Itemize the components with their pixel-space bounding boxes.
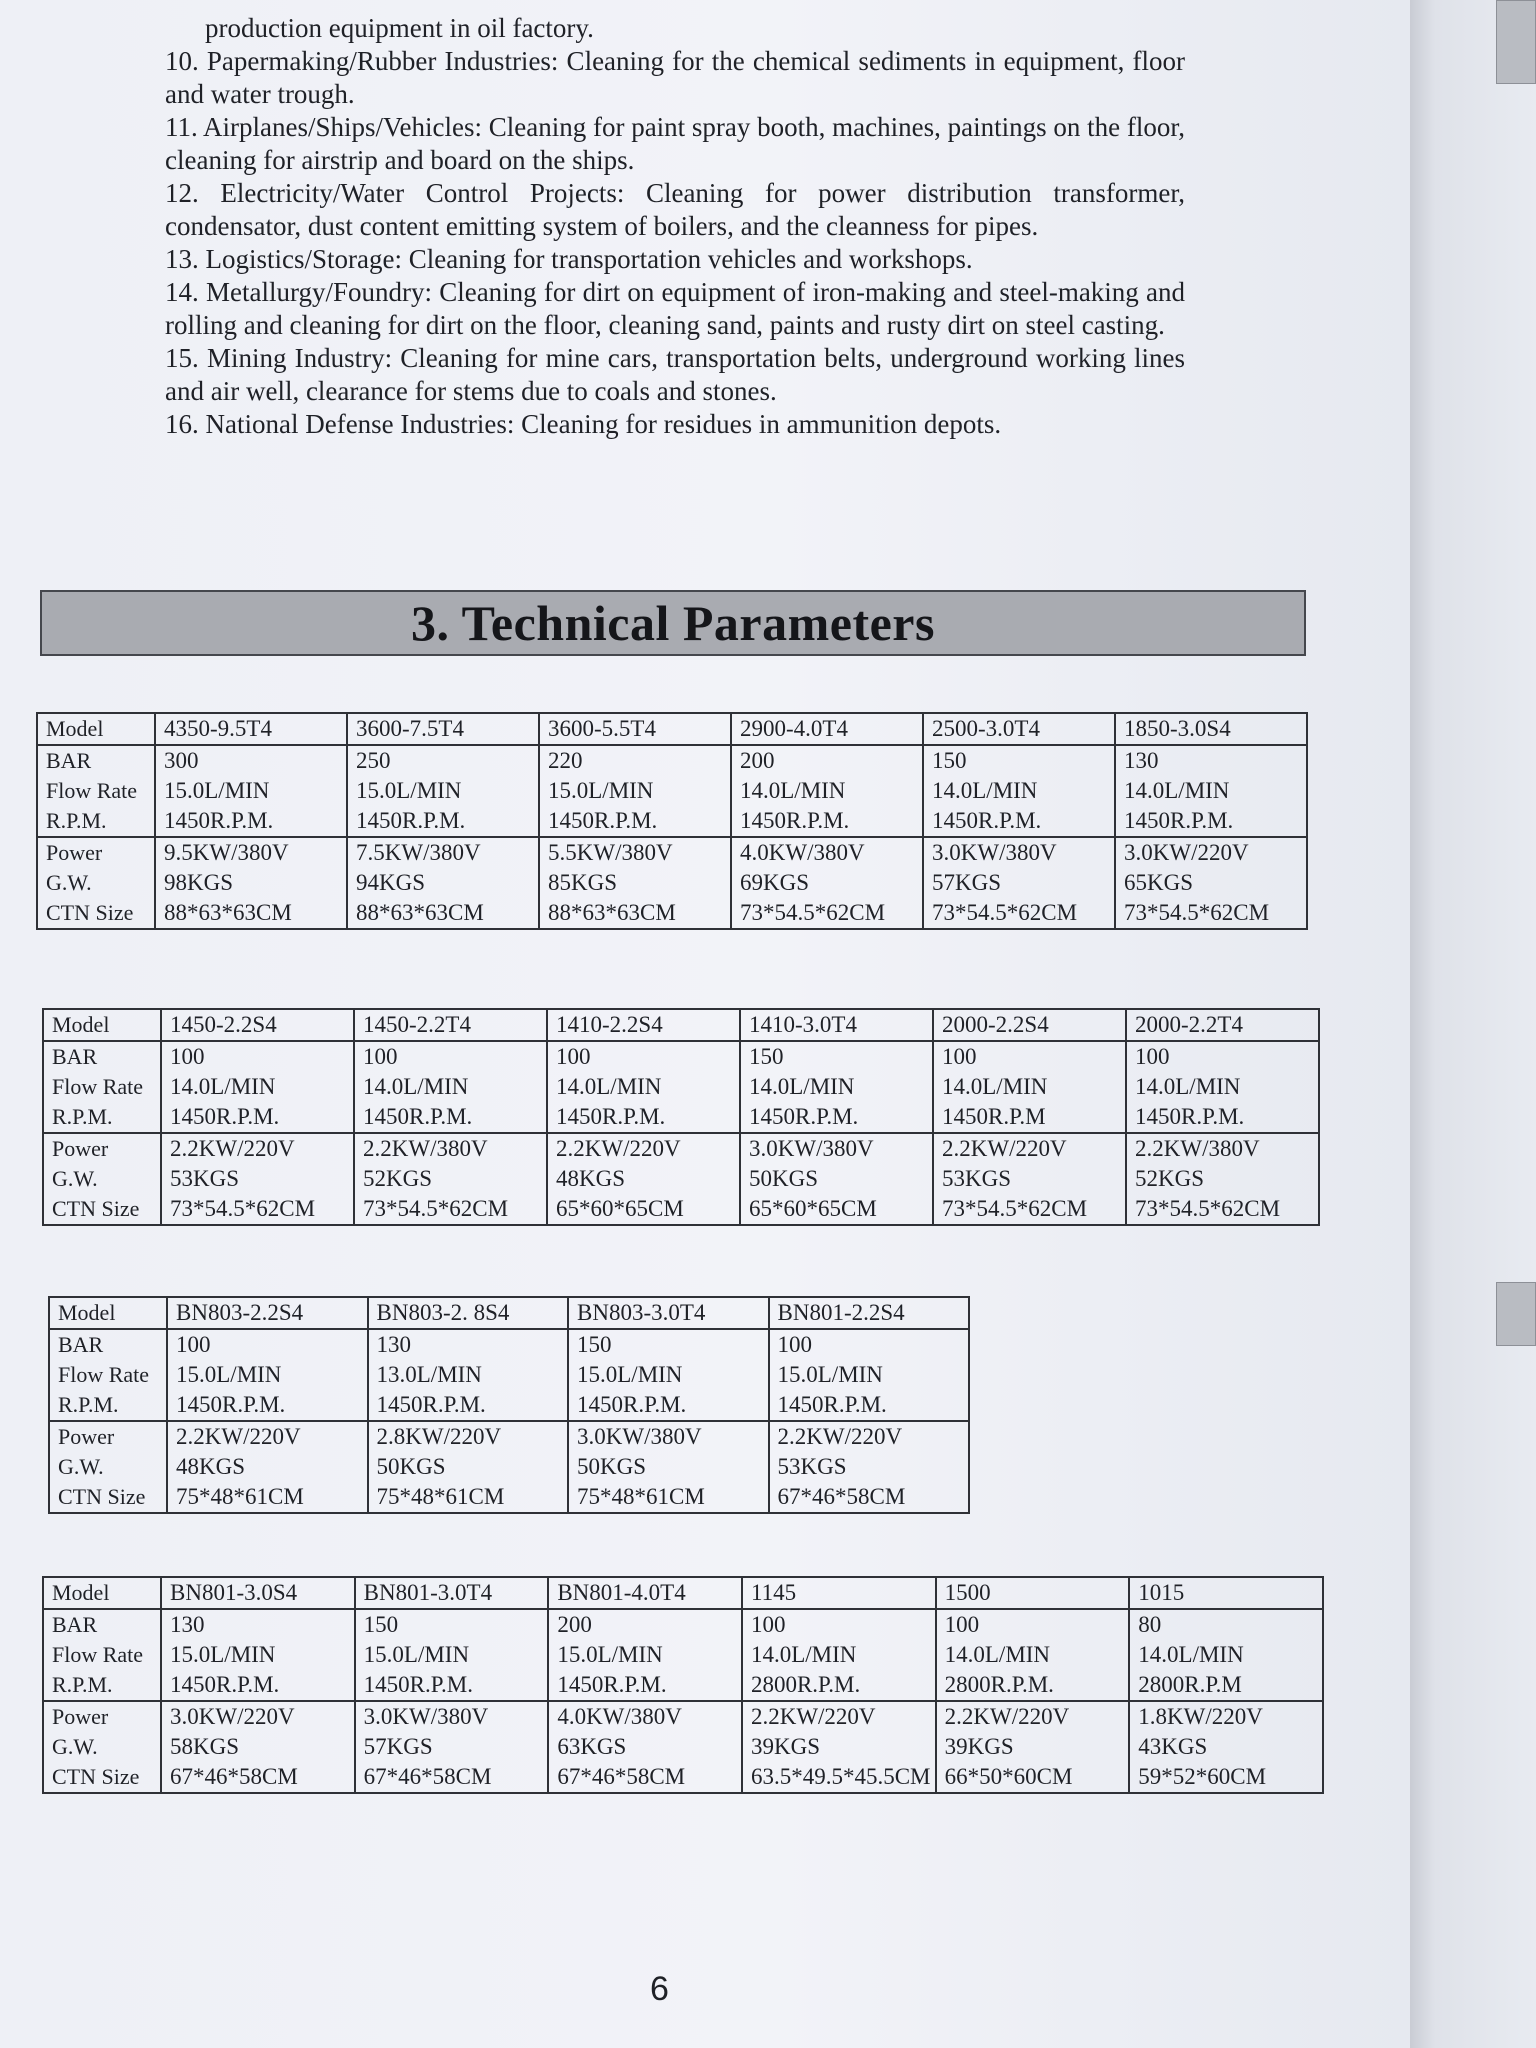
spec-cell: 75*48*61CM (368, 1482, 569, 1513)
spec-cell: 73*54.5*62CM (1126, 1194, 1319, 1225)
row-label: G.W. (43, 1732, 161, 1762)
spec-cell: 4.0KW/380V (548, 1701, 742, 1732)
spec-cell: 9.5KW/380V (155, 837, 347, 868)
spec-table-3 (48, 1296, 970, 1514)
row-label: Model (43, 1009, 161, 1041)
spec-cell: 88*63*63CM (347, 898, 539, 929)
list-item-text: Airplanes/Ships/Vehicles: Cleaning for paint spray booth, machines, paintings on the floor, cleaning for airstrip and board on the ships. (165, 112, 1186, 175)
spec-cell: 1450R.P.M. (548, 1670, 742, 1701)
spec-cell: 15.0L/MIN (769, 1360, 970, 1390)
list-item-text: Logistics/Storage: Cleaning for transportation vehicles and workshops. (205, 244, 973, 274)
spec-cell: 3.0KW/380V (923, 837, 1115, 868)
spec-cell: 3.0KW/220V (161, 1701, 355, 1732)
spec-cell: 1850-3.0S4 (1115, 713, 1307, 745)
spec-cell: 58KGS (161, 1732, 355, 1762)
spec-cell: 100 (1126, 1041, 1319, 1072)
index-tab (1496, 1282, 1536, 1346)
spec-cell: 88*63*63CM (155, 898, 347, 929)
spec-row-flow-rate (37, 776, 1307, 806)
spec-cell: BN803-2. 8S4 (368, 1297, 569, 1329)
spec-table-1 (36, 712, 1308, 930)
spec-row-model (37, 713, 1307, 745)
list-item-number: 10. (165, 46, 199, 76)
row-label: Power (43, 1701, 161, 1732)
spec-row-ctn-size (49, 1482, 969, 1513)
spec-cell: 2.2KW/220V (742, 1701, 936, 1732)
spec-cell: 100 (936, 1609, 1130, 1640)
spec-cell: 1450R.P.M. (1115, 806, 1307, 837)
spec-cell: 4.0KW/380V (731, 837, 923, 868)
spec-row-gw (43, 1732, 1323, 1762)
spec-cell: 150 (740, 1041, 933, 1072)
spec-cell: 57KGS (923, 868, 1115, 898)
spec-row-power (49, 1421, 969, 1452)
spec-row-model (43, 1577, 1323, 1609)
list-item (165, 342, 1185, 408)
spec-cell: 15.0L/MIN (539, 776, 731, 806)
list-item-number: 12. (165, 178, 199, 208)
spec-row-ctn-size (43, 1762, 1323, 1793)
row-label: CTN Size (49, 1482, 167, 1513)
spec-cell: 130 (368, 1329, 569, 1360)
row-label: R.P.M. (49, 1390, 167, 1421)
spec-cell: 1450R.P.M. (354, 1102, 547, 1133)
spec-cell: 4350-9.5T4 (155, 713, 347, 745)
spec-cell: 1450R.P.M. (923, 806, 1115, 837)
spec-row-flow-rate (43, 1072, 1319, 1102)
spec-cell: 14.0L/MIN (161, 1072, 354, 1102)
spec-cell: 98KGS (155, 868, 347, 898)
spec-cell: 1450R.P.M (933, 1102, 1126, 1133)
spec-row-gw (43, 1164, 1319, 1194)
spec-cell: 39KGS (742, 1732, 936, 1762)
spec-cell: 75*48*61CM (568, 1482, 769, 1513)
spec-cell: 67*46*58CM (355, 1762, 549, 1793)
spec-cell: 67*46*58CM (161, 1762, 355, 1793)
spec-cell: 7.5KW/380V (347, 837, 539, 868)
list-item-number: 15. (165, 343, 199, 373)
row-label: Power (37, 837, 155, 868)
application-list (165, 12, 1185, 441)
spec-cell: 3600-5.5T4 (539, 713, 731, 745)
spec-row-model (43, 1009, 1319, 1041)
spec-cell: 250 (347, 745, 539, 776)
row-label: CTN Size (43, 1762, 161, 1793)
spec-cell: 48KGS (547, 1164, 740, 1194)
spec-cell: 1.8KW/220V (1129, 1701, 1323, 1732)
spec-cell: 73*54.5*62CM (923, 898, 1115, 929)
spec-row-flow-rate (43, 1640, 1323, 1670)
page-number: 6 (650, 1970, 669, 2008)
spec-cell: 1450R.P.M. (731, 806, 923, 837)
row-label: CTN Size (43, 1194, 161, 1225)
spec-cell: 100 (547, 1041, 740, 1072)
row-label: BAR (49, 1329, 167, 1360)
spec-cell: 15.0L/MIN (167, 1360, 368, 1390)
list-item-text: Mining Industry: Cleaning for mine cars, transportation belts, underground working lines and air well, clearance for stems due to coals and stones. (165, 343, 1186, 406)
spec-cell: 63KGS (548, 1732, 742, 1762)
spec-cell: BN803-2.2S4 (167, 1297, 368, 1329)
row-label: R.P.M. (43, 1102, 161, 1133)
spec-cell: 1410-2.2S4 (547, 1009, 740, 1041)
spec-cell: 39KGS (936, 1732, 1130, 1762)
spec-cell: 53KGS (161, 1164, 354, 1194)
spec-cell: 1450R.P.M. (355, 1670, 549, 1701)
spec-cell: BN803-3.0T4 (568, 1297, 769, 1329)
spec-cell: 57KGS (355, 1732, 549, 1762)
spec-cell: 2.2KW/220V (167, 1421, 368, 1452)
spec-cell: 65KGS (1115, 868, 1307, 898)
list-item-number: 14. (165, 277, 199, 307)
spec-cell: 2.2KW/380V (1126, 1133, 1319, 1164)
spec-cell: 1500 (936, 1577, 1130, 1609)
spec-cell: 2800R.P.M (1129, 1670, 1323, 1701)
spec-row-bar (49, 1329, 969, 1360)
spec-cell: BN801-3.0S4 (161, 1577, 355, 1609)
row-label: BAR (43, 1041, 161, 1072)
spec-cell: 13.0L/MIN (368, 1360, 569, 1390)
spec-cell: 2.2KW/220V (933, 1133, 1126, 1164)
spec-row-gw (37, 868, 1307, 898)
spec-cell: 3.0KW/380V (568, 1421, 769, 1452)
spec-cell: 1450R.P.M. (568, 1390, 769, 1421)
row-label: Power (49, 1421, 167, 1452)
spec-cell: 14.0L/MIN (740, 1072, 933, 1102)
spec-cell: 59*52*60CM (1129, 1762, 1323, 1793)
spec-cell: 14.0L/MIN (933, 1072, 1126, 1102)
next-page-edge (1410, 0, 1536, 2048)
spec-cell: 2.2KW/220V (769, 1421, 970, 1452)
spec-cell: 67*46*58CM (548, 1762, 742, 1793)
spec-cell: 2.2KW/220V (161, 1133, 354, 1164)
spec-cell: 88*63*63CM (539, 898, 731, 929)
spec-cell: 200 (731, 745, 923, 776)
row-label: BAR (43, 1609, 161, 1640)
spec-cell: 2.2KW/220V (547, 1133, 740, 1164)
row-label: G.W. (43, 1164, 161, 1194)
row-label: R.P.M. (37, 806, 155, 837)
list-item-text: National Defense Industries: Cleaning for residues in ammunition depots. (205, 409, 1002, 439)
spec-cell: 75*48*61CM (167, 1482, 368, 1513)
spec-cell: 50KGS (740, 1164, 933, 1194)
spec-cell: 14.0L/MIN (354, 1072, 547, 1102)
spec-cell: 1410-3.0T4 (740, 1009, 933, 1041)
spec-cell: 15.0L/MIN (161, 1640, 355, 1670)
list-item (165, 276, 1185, 342)
row-label: G.W. (49, 1452, 167, 1482)
spec-table-4 (42, 1576, 1324, 1794)
row-label: G.W. (37, 868, 155, 898)
spec-cell: 65*60*65CM (547, 1194, 740, 1225)
list-item (165, 45, 1185, 111)
spec-cell: 100 (742, 1609, 936, 1640)
spec-cell: 150 (923, 745, 1115, 776)
section-title: 3. Technical Parameters (411, 595, 935, 651)
spec-row-rpm (43, 1102, 1319, 1133)
spec-cell: 48KGS (167, 1452, 368, 1482)
spec-cell: 100 (769, 1329, 970, 1360)
list-item-number: 13. (165, 244, 199, 274)
spec-row-ctn-size (43, 1194, 1319, 1225)
row-label: Flow Rate (49, 1360, 167, 1390)
spec-cell: 100 (167, 1329, 368, 1360)
spec-cell: 2.2KW/380V (354, 1133, 547, 1164)
spec-cell: 1450R.P.M. (161, 1670, 355, 1701)
spec-row-gw (49, 1452, 969, 1482)
row-label: Flow Rate (37, 776, 155, 806)
list-item-number: 16. (165, 409, 199, 439)
row-label: Power (43, 1133, 161, 1164)
row-label: Model (43, 1577, 161, 1609)
spec-cell: 3.0KW/380V (740, 1133, 933, 1164)
spec-cell: 15.0L/MIN (568, 1360, 769, 1390)
spec-cell: 14.0L/MIN (742, 1640, 936, 1670)
spec-cell: 14.0L/MIN (923, 776, 1115, 806)
spec-cell: 65*60*65CM (740, 1194, 933, 1225)
list-item-text: Metallurgy/Foundry: Cleaning for dirt on equipment of iron-making and steel-making and rolling and cleaning for dirt on the floor, cleaning sand, paints and rusty dirt on steel casting. (165, 277, 1186, 340)
spec-cell: 1450R.P.M. (769, 1390, 970, 1421)
spec-cell: 2000-2.2T4 (1126, 1009, 1319, 1041)
spec-row-bar (43, 1041, 1319, 1072)
spec-cell: 150 (568, 1329, 769, 1360)
spec-cell: 73*54.5*62CM (354, 1194, 547, 1225)
spec-cell: 1015 (1129, 1577, 1323, 1609)
spec-cell: 80 (1129, 1609, 1323, 1640)
spec-cell: 73*54.5*62CM (1115, 898, 1307, 929)
section-header (40, 590, 1306, 656)
row-label: Model (37, 713, 155, 745)
spec-row-rpm (43, 1670, 1323, 1701)
list-item (165, 111, 1185, 177)
spec-cell: 3.0KW/380V (355, 1701, 549, 1732)
row-label: BAR (37, 745, 155, 776)
spec-row-model (49, 1297, 969, 1329)
spec-cell: 1145 (742, 1577, 936, 1609)
spec-cell: 15.0L/MIN (347, 776, 539, 806)
spec-cell: 2.2KW/220V (936, 1701, 1130, 1732)
row-label: Flow Rate (43, 1640, 161, 1670)
spec-cell: 53KGS (769, 1452, 970, 1482)
list-item-number: 11. (165, 112, 198, 142)
spec-cell: 1450R.P.M. (161, 1102, 354, 1133)
spec-row-rpm (49, 1390, 969, 1421)
spec-cell: 73*54.5*62CM (933, 1194, 1126, 1225)
spec-cell: 100 (161, 1041, 354, 1072)
spec-cell: 43KGS (1129, 1732, 1323, 1762)
spec-cell: 69KGS (731, 868, 923, 898)
spec-cell: 1450-2.2S4 (161, 1009, 354, 1041)
spec-cell: 94KGS (347, 868, 539, 898)
spec-cell: 52KGS (1126, 1164, 1319, 1194)
spec-cell: 1450R.P.M. (347, 806, 539, 837)
spec-cell: 130 (161, 1609, 355, 1640)
spec-cell: 1450-2.2T4 (354, 1009, 547, 1041)
spec-cell: 73*54.5*62CM (161, 1194, 354, 1225)
spec-cell: 2.8KW/220V (368, 1421, 569, 1452)
spec-cell: 2900-4.0T4 (731, 713, 923, 745)
spec-cell: 2800R.P.M. (742, 1670, 936, 1701)
spec-cell: BN801-3.0T4 (355, 1577, 549, 1609)
list-item-text: Papermaking/Rubber Industries: Cleaning for the chemical sediments in equipment, floor and water trough. (165, 46, 1186, 109)
spec-cell: 85KGS (539, 868, 731, 898)
list-item-text: Electricity/Water Control Projects: Cleaning for power distribution transformer, condensator, dust content emitting system of boilers, and the cleanness for pipes. (165, 178, 1185, 241)
spec-cell: BN801-4.0T4 (548, 1577, 742, 1609)
spec-row-bar (43, 1609, 1323, 1640)
spec-cell: 5.5KW/380V (539, 837, 731, 868)
spec-cell: 1450R.P.M. (1126, 1102, 1319, 1133)
spec-cell: BN801-2.2S4 (769, 1297, 970, 1329)
spec-cell: 14.0L/MIN (547, 1072, 740, 1102)
spec-cell: 1450R.P.M. (740, 1102, 933, 1133)
spec-cell: 15.0L/MIN (355, 1640, 549, 1670)
spec-cell: 14.0L/MIN (1115, 776, 1307, 806)
spec-cell: 66*50*60CM (936, 1762, 1130, 1793)
spec-cell: 2800R.P.M. (936, 1670, 1130, 1701)
spec-cell: 1450R.P.M. (167, 1390, 368, 1421)
spec-cell: 2500-3.0T4 (923, 713, 1115, 745)
spec-cell: 53KGS (933, 1164, 1126, 1194)
spec-cell: 67*46*58CM (769, 1482, 970, 1513)
row-label: Model (49, 1297, 167, 1329)
list-item (165, 177, 1185, 243)
spec-cell: 73*54.5*62CM (731, 898, 923, 929)
spec-cell: 200 (548, 1609, 742, 1640)
list-item (165, 408, 1185, 441)
spec-row-power (43, 1701, 1323, 1732)
list-continuation: production equipment in oil factory. (205, 13, 594, 43)
spec-cell: 300 (155, 745, 347, 776)
spec-row-bar (37, 745, 1307, 776)
spec-cell: 52KGS (354, 1164, 547, 1194)
spec-row-power (37, 837, 1307, 868)
spec-cell: 14.0L/MIN (1129, 1640, 1323, 1670)
spec-cell: 1450R.P.M. (368, 1390, 569, 1421)
spec-cell: 14.0L/MIN (936, 1640, 1130, 1670)
spec-cell: 3.0KW/220V (1115, 837, 1307, 868)
spec-cell: 15.0L/MIN (548, 1640, 742, 1670)
spec-cell: 1450R.P.M. (547, 1102, 740, 1133)
row-label: CTN Size (37, 898, 155, 929)
spec-cell: 50KGS (568, 1452, 769, 1482)
spec-row-rpm (37, 806, 1307, 837)
spec-cell: 14.0L/MIN (1126, 1072, 1319, 1102)
row-label: R.P.M. (43, 1670, 161, 1701)
spec-table-2 (42, 1008, 1320, 1226)
spec-cell: 50KGS (368, 1452, 569, 1482)
spec-cell: 15.0L/MIN (155, 776, 347, 806)
spec-cell: 63.5*49.5*45.5CM (742, 1762, 936, 1793)
spec-cell: 100 (354, 1041, 547, 1072)
spec-cell: 3600-7.5T4 (347, 713, 539, 745)
spec-row-ctn-size (37, 898, 1307, 929)
spec-cell: 100 (933, 1041, 1126, 1072)
row-label: Flow Rate (43, 1072, 161, 1102)
spec-cell: 130 (1115, 745, 1307, 776)
spec-cell: 14.0L/MIN (731, 776, 923, 806)
spec-row-power (43, 1133, 1319, 1164)
spec-cell: 2000-2.2S4 (933, 1009, 1126, 1041)
spec-cell: 1450R.P.M. (539, 806, 731, 837)
index-tab (1496, 0, 1536, 84)
list-item (165, 243, 1185, 276)
spec-row-flow-rate (49, 1360, 969, 1390)
spec-cell: 1450R.P.M. (155, 806, 347, 837)
spec-cell: 220 (539, 745, 731, 776)
spec-cell: 150 (355, 1609, 549, 1640)
